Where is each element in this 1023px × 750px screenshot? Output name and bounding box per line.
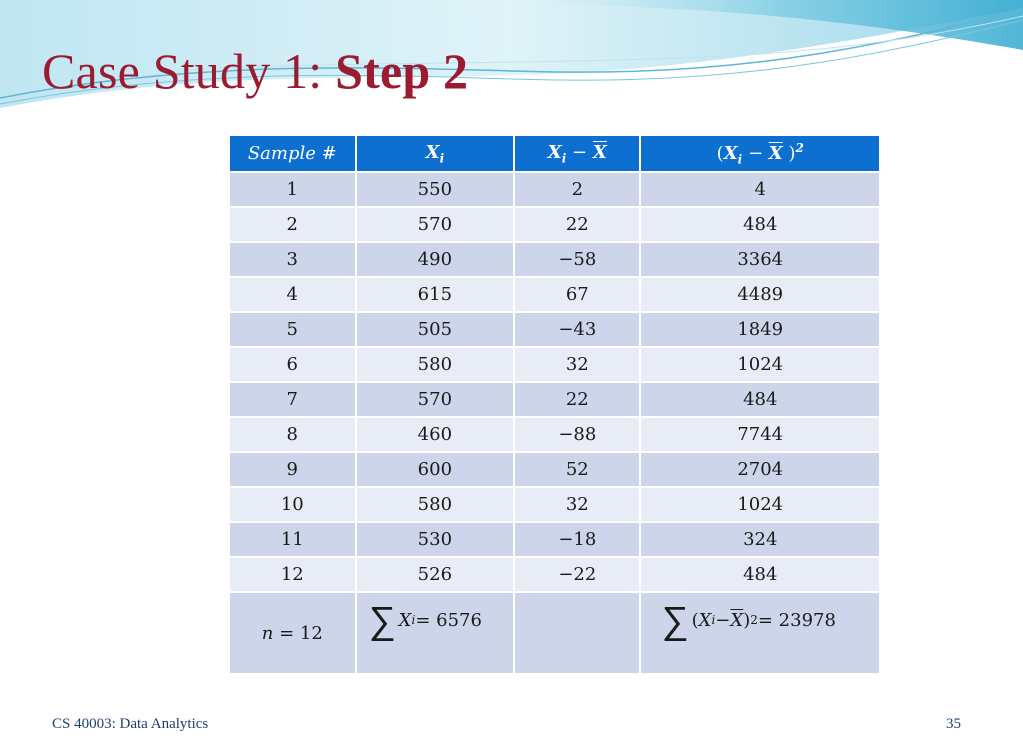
cell-deviation: 67 bbox=[514, 277, 640, 312]
sigma-icon: ∑ bbox=[368, 598, 396, 642]
cell-sample: 6 bbox=[229, 347, 356, 382]
cell-sample: 9 bbox=[229, 452, 356, 487]
header-sample: Sample # bbox=[229, 135, 356, 172]
summary-sum-squares: ∑ ( X i − $\overline{X}$ ) 2 = 23978 bbox=[640, 592, 880, 674]
course-footer: CS 40003: Data Analytics bbox=[52, 716, 209, 732]
cell-squared-deviation: 484 bbox=[640, 557, 880, 592]
header-squared-deviation: ($X_i - \overline{X}$ )$^2$ bbox=[640, 135, 880, 172]
table-row bbox=[229, 347, 880, 382]
cell-squared-deviation: 7744 bbox=[640, 417, 880, 452]
cell-sample: 8 bbox=[229, 417, 356, 452]
cell-deviation: 2 bbox=[514, 172, 640, 207]
cell-squared-deviation: 4489 bbox=[640, 277, 880, 312]
cell-xi: 600 bbox=[356, 452, 515, 487]
summary-sum-x: ∑ X i = 6576 bbox=[356, 592, 515, 674]
table-row bbox=[229, 242, 880, 277]
cell-deviation: −22 bbox=[514, 557, 640, 592]
cell-sample: 12 bbox=[229, 557, 356, 592]
table-summary-row bbox=[229, 592, 880, 674]
cell-xi: 615 bbox=[356, 277, 515, 312]
table-row bbox=[229, 452, 880, 487]
cell-sample: 4 bbox=[229, 277, 356, 312]
cell-squared-deviation: 1024 bbox=[640, 347, 880, 382]
page-number: 35 bbox=[946, 716, 961, 732]
cell-xi: 580 bbox=[356, 487, 515, 522]
summary-n: n = 12 bbox=[229, 592, 356, 674]
cell-deviation: 32 bbox=[514, 487, 640, 522]
cell-sample: 1 bbox=[229, 172, 356, 207]
cell-sample: 5 bbox=[229, 312, 356, 347]
cell-xi: 505 bbox=[356, 312, 515, 347]
cell-deviation: 32 bbox=[514, 347, 640, 382]
cell-sample: 11 bbox=[229, 522, 356, 557]
summary-empty-cell bbox=[514, 592, 640, 674]
cell-deviation: 52 bbox=[514, 452, 640, 487]
cell-sample: 7 bbox=[229, 382, 356, 417]
table-row bbox=[229, 207, 880, 242]
cell-squared-deviation: 2704 bbox=[640, 452, 880, 487]
cell-xi: 550 bbox=[356, 172, 515, 207]
cell-squared-deviation: 4 bbox=[640, 172, 880, 207]
deviation-table bbox=[228, 134, 881, 675]
table-row bbox=[229, 522, 880, 557]
cell-sample: 2 bbox=[229, 207, 356, 242]
cell-xi: 526 bbox=[356, 557, 515, 592]
cell-xi: 570 bbox=[356, 382, 515, 417]
cell-deviation: −88 bbox=[514, 417, 640, 452]
table-row bbox=[229, 417, 880, 452]
cell-deviation: −18 bbox=[514, 522, 640, 557]
cell-xi: 460 bbox=[356, 417, 515, 452]
table-header-row bbox=[229, 135, 880, 172]
cell-deviation: −58 bbox=[514, 242, 640, 277]
table-row bbox=[229, 557, 880, 592]
cell-squared-deviation: 1849 bbox=[640, 312, 880, 347]
cell-squared-deviation: 324 bbox=[640, 522, 880, 557]
cell-squared-deviation: 3364 bbox=[640, 242, 880, 277]
slide-title-bold: Step 2 bbox=[335, 43, 469, 99]
sigma-icon: ∑ bbox=[661, 598, 689, 642]
table-row bbox=[229, 312, 880, 347]
table-row bbox=[229, 382, 880, 417]
slide-title bbox=[42, 42, 468, 100]
header-deviation: $X_i - \overline{X}$ bbox=[514, 135, 640, 172]
header-xi: $X_i$ bbox=[356, 135, 515, 172]
cell-deviation: 22 bbox=[514, 382, 640, 417]
slide-title-regular: Case Study 1: bbox=[42, 43, 336, 99]
table-row bbox=[229, 277, 880, 312]
cell-xi: 580 bbox=[356, 347, 515, 382]
cell-squared-deviation: 1024 bbox=[640, 487, 880, 522]
cell-squared-deviation: 484 bbox=[640, 207, 880, 242]
cell-deviation: −43 bbox=[514, 312, 640, 347]
cell-xi: 530 bbox=[356, 522, 515, 557]
cell-deviation: 22 bbox=[514, 207, 640, 242]
cell-xi: 490 bbox=[356, 242, 515, 277]
cell-sample: 10 bbox=[229, 487, 356, 522]
table-row bbox=[229, 487, 880, 522]
cell-xi: 570 bbox=[356, 207, 515, 242]
table-row bbox=[229, 172, 880, 207]
cell-squared-deviation: 484 bbox=[640, 382, 880, 417]
cell-sample: 3 bbox=[229, 242, 356, 277]
